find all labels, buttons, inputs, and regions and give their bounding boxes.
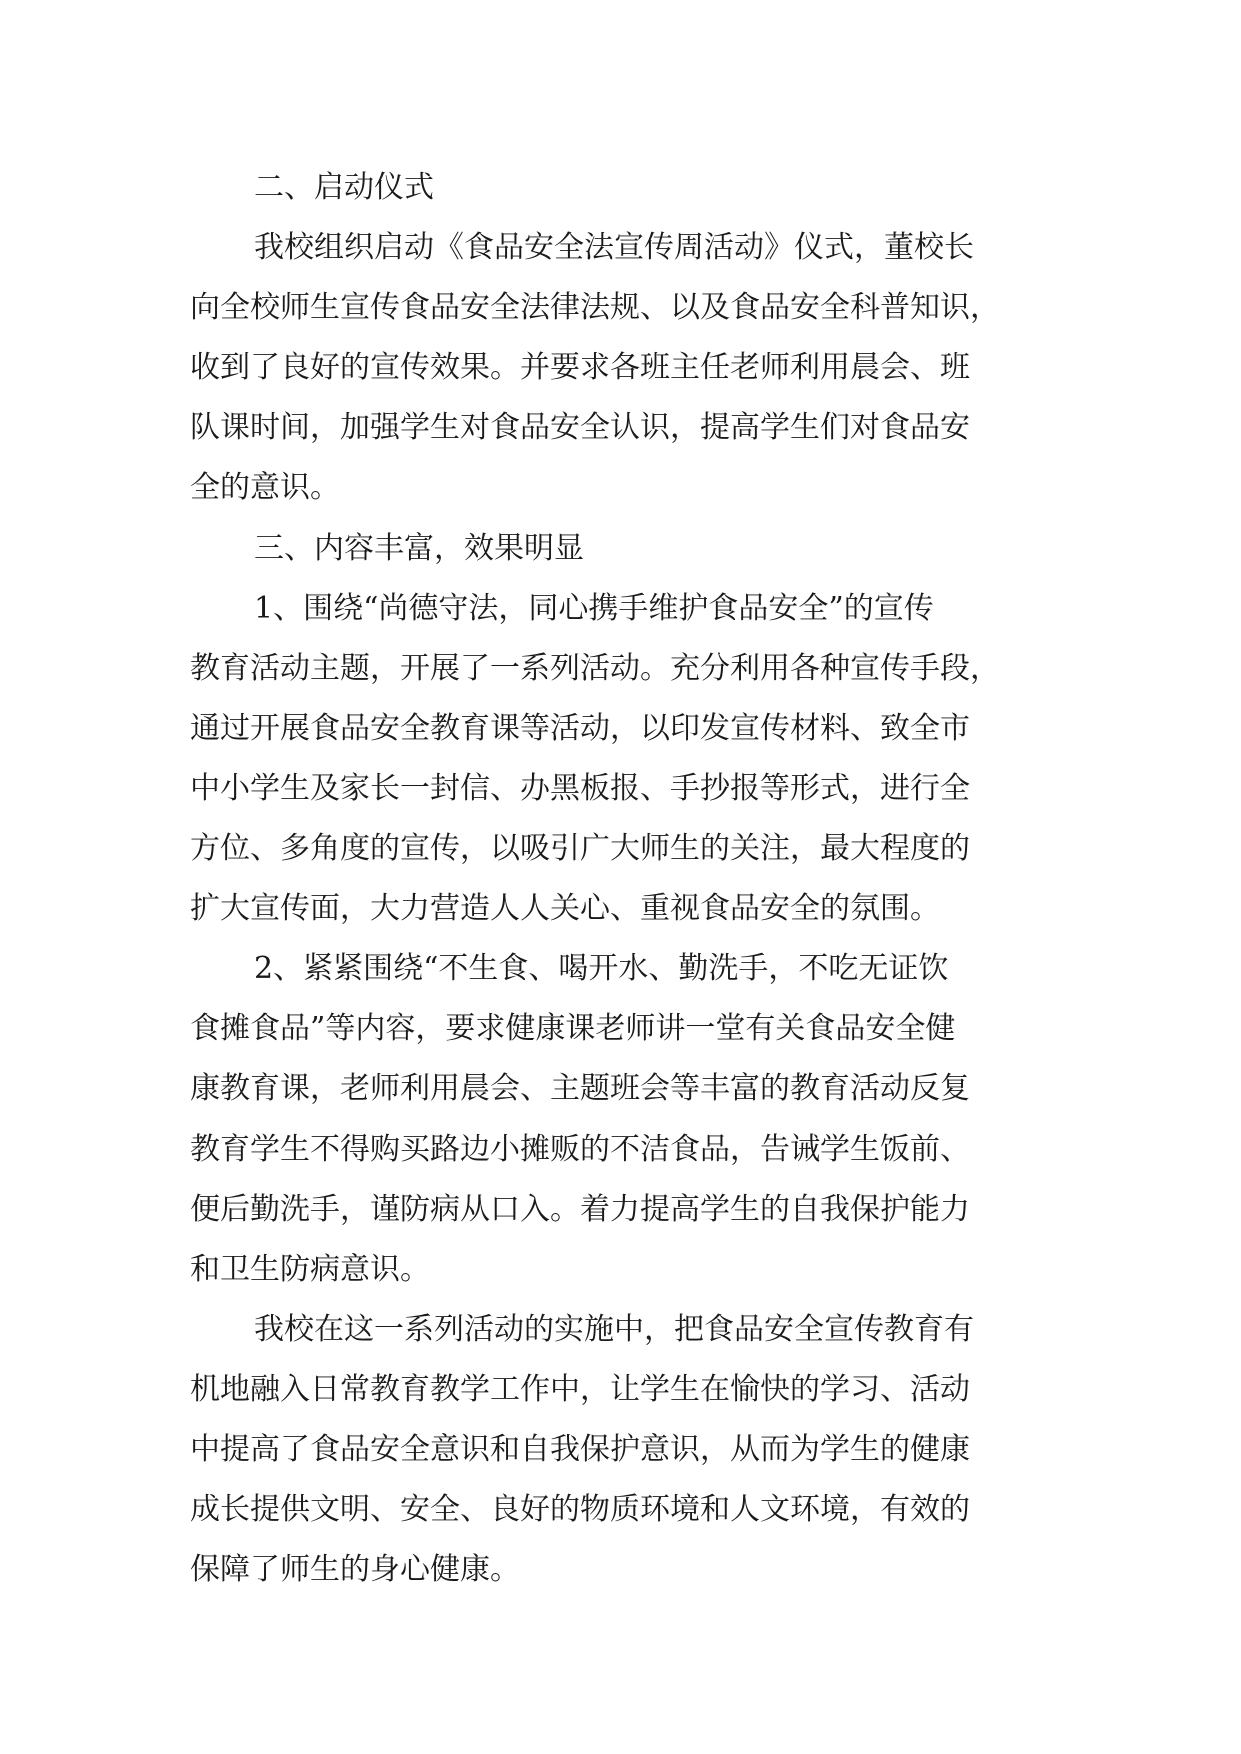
text-line: 中小学生及家长一封信、办黑板报、手抄报等形式，进行全 <box>190 770 970 806</box>
text-line: 我校在这一系列活动的实施中，把食品安全宣传教育有 <box>254 1311 974 1347</box>
text-line: 二、启动仪式 <box>254 170 434 205</box>
text-line: 全的意识。 <box>190 470 340 506</box>
text-line: 机地融入日常教育教学工作中，让学生在愉快的学习、活动 <box>190 1371 970 1407</box>
text-line: 1、围绕“尚德守法，同心携手维护食品安全”的宣传 <box>254 590 934 626</box>
text-line: 通过开展食品安全教育课等活动，以印发宣传材料、致全市 <box>190 710 970 746</box>
text-line: 中提高了食品安全意识和自我保护意识，从而为学生的健康 <box>190 1431 970 1467</box>
text-line: 食摊食品”等内容，要求健康课老师讲一堂有关食品安全健 <box>190 1011 956 1047</box>
text-line: 方位、多角度的宣传，以吸引广大师生的关注，最大程度的 <box>190 831 970 867</box>
document-body <box>190 158 1090 1600</box>
text-line: 教育学生不得购买路边小摊贩的不洁食品，告诫学生饭前、 <box>190 1131 970 1167</box>
text-line: 收到了良好的宣传效果。并要求各班主任老师利用晨会、班 <box>190 350 970 386</box>
text-line: 便后勤洗手，谨防病从口入。着力提高学生的自我保护能力 <box>190 1191 970 1227</box>
text-line: 成长提供文明、安全、良好的物质环境和人文环境，有效的 <box>190 1492 970 1528</box>
text-line: 向全校师生宣传食品安全法律法规、以及食品安全科普知识， <box>190 290 1000 326</box>
text-line: 我校组织启动《食品安全法宣传周活动》仪式，董校长 <box>254 230 974 266</box>
text-line: 保障了师生的身心健康。 <box>190 1552 520 1588</box>
text-line: 和卫生防病意识。 <box>190 1251 430 1287</box>
text-line: 扩大宣传面，大力营造人人关心、重视食品安全的氛围。 <box>190 891 940 927</box>
text-line: 队课时间，加强学生对食品安全认识，提高学生们对食品安 <box>190 410 970 446</box>
text-line: 康教育课，老师利用晨会、主题班会等丰富的教育活动反复 <box>190 1071 970 1107</box>
text-line: 教育活动主题，开展了一系列活动。充分利用各种宣传手段， <box>190 650 1000 686</box>
text-line: 2、紧紧围绕“不生食、喝开水、勤洗手，不吃无证饮 <box>254 951 949 987</box>
text-line: 三、内容丰富，效果明显 <box>254 530 584 566</box>
